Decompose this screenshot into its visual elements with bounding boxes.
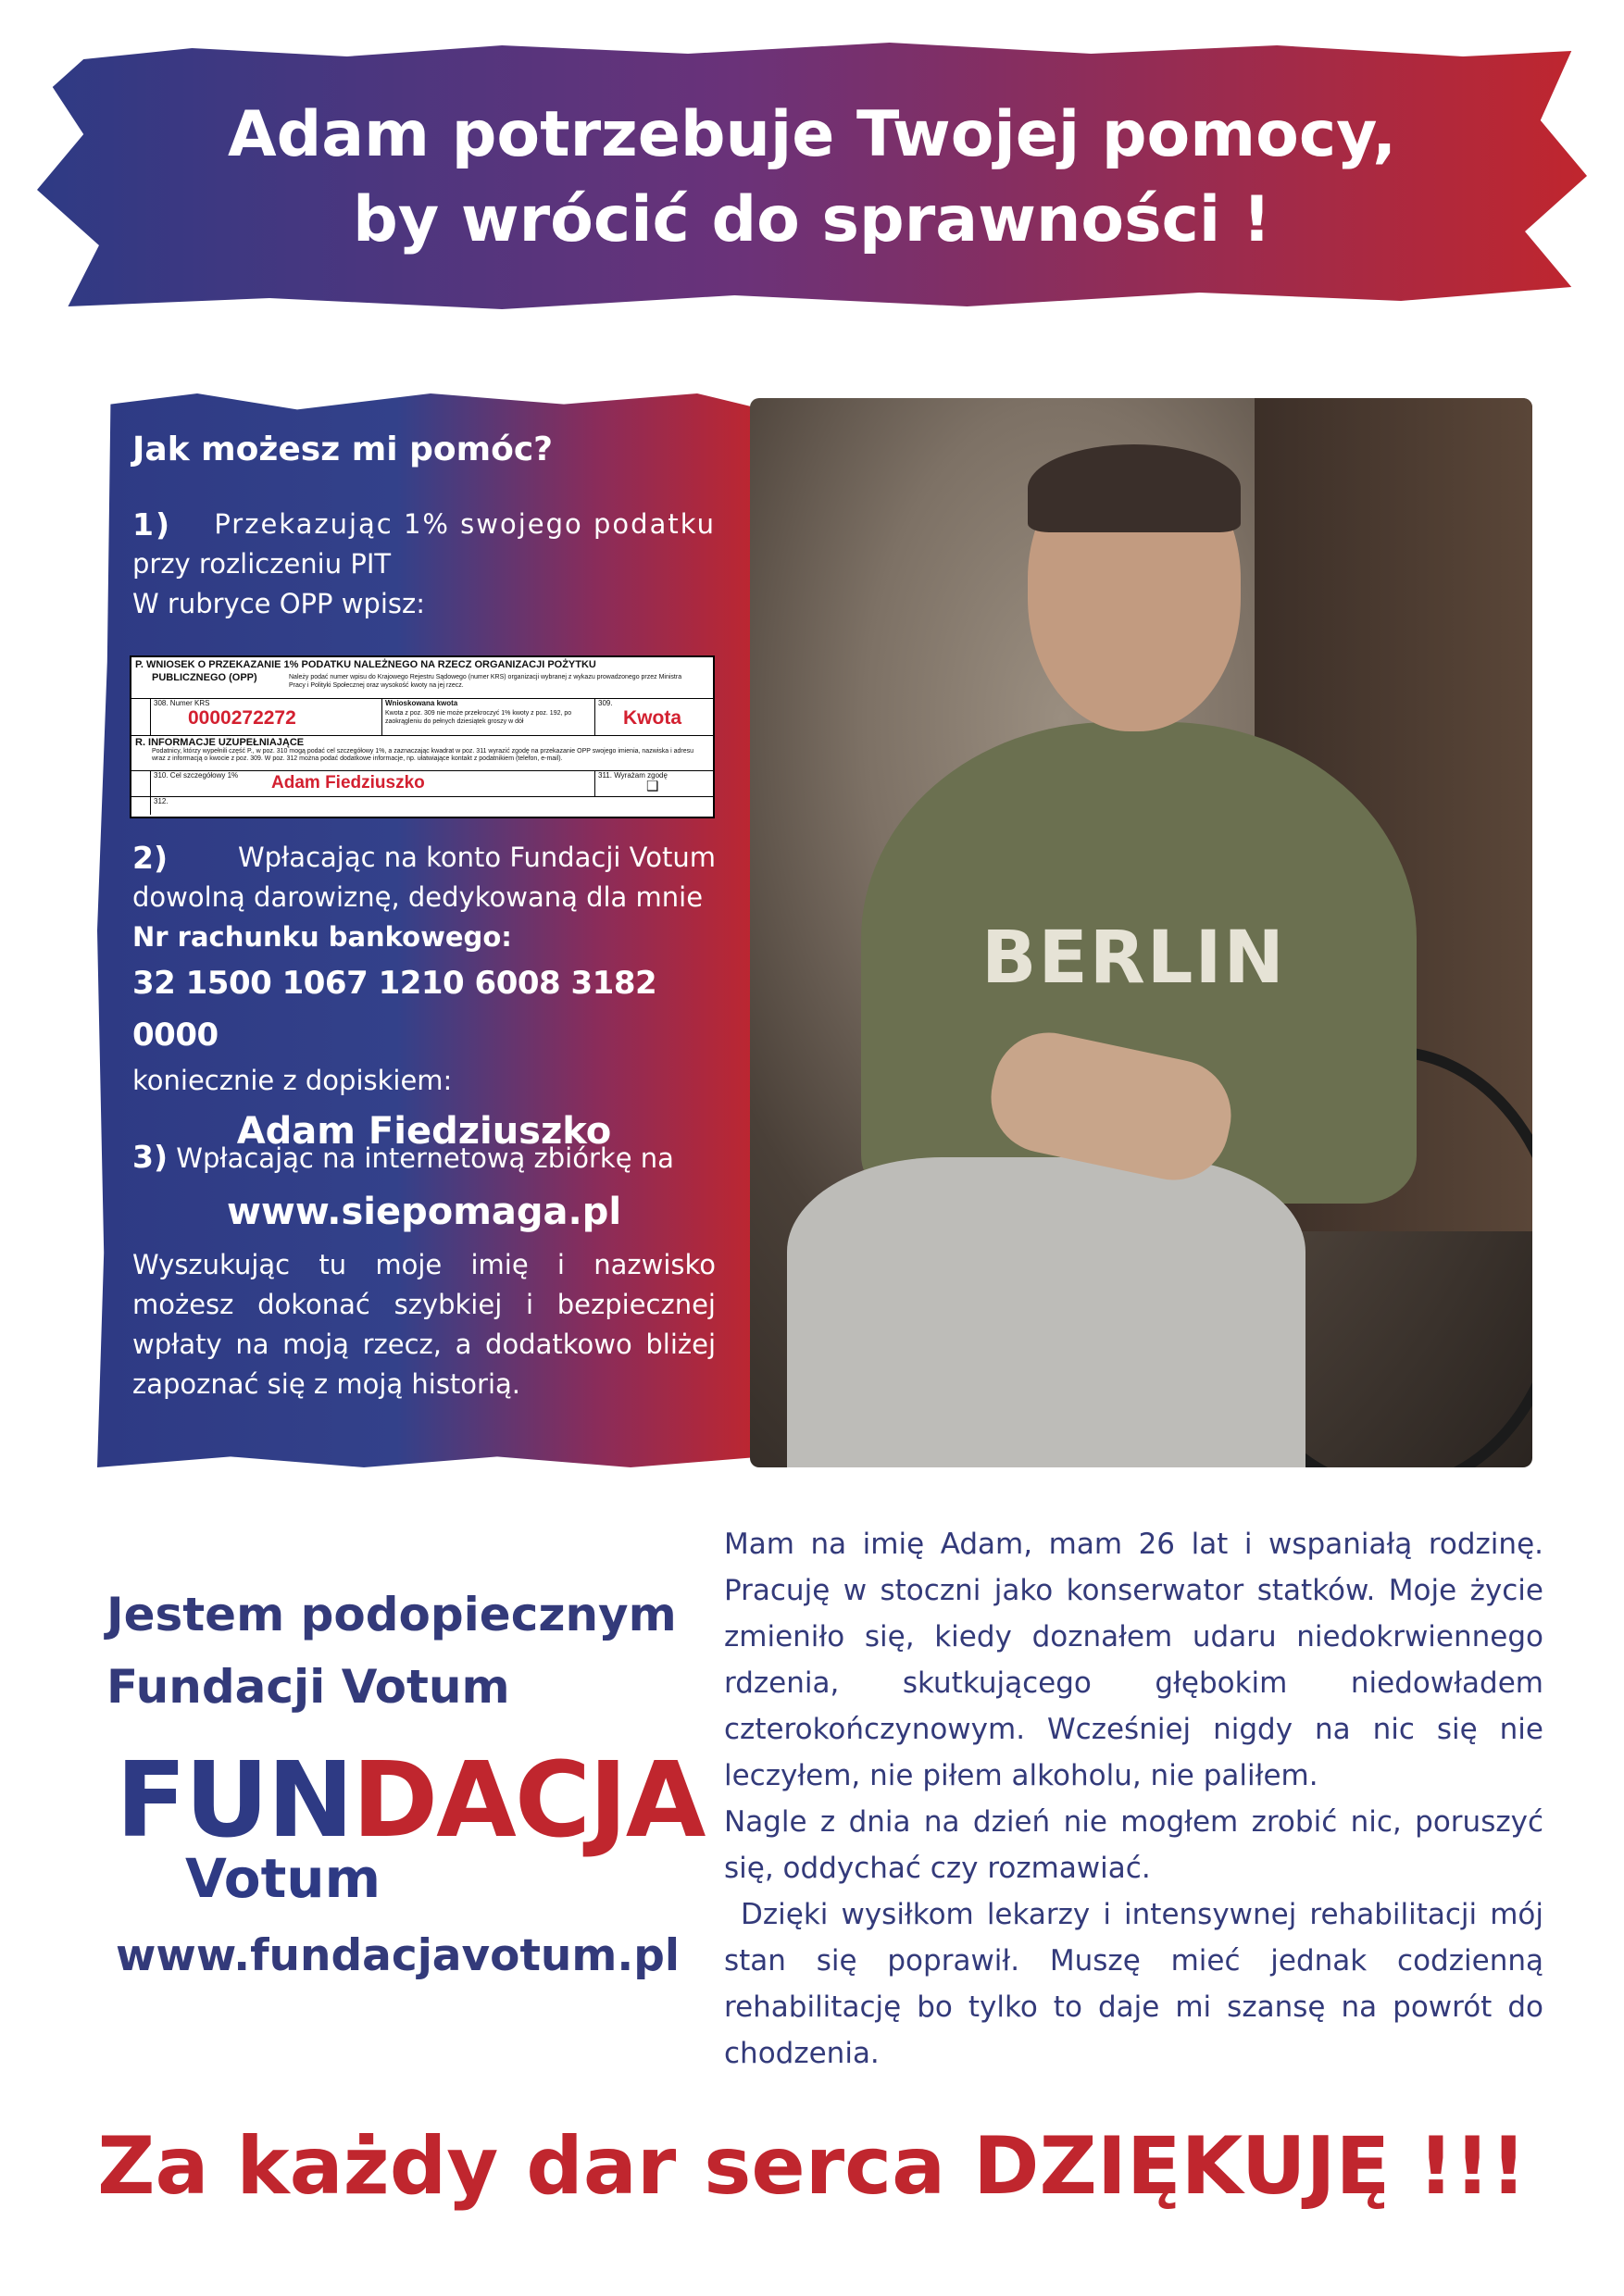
step-3-line-1: Wpłacając na internetową zbiórkę na xyxy=(176,1142,674,1174)
form-section-p: P. WNIOSEK O PRZEKAZANIE 1% PODATKU NALEŻNEGO NA RZECZ ORGANIZACJI POŻYTKU PUBLICZNEGO (OPP) Należy podać numer wpisu do Krajowego Rejestru Sądowego (numer KRS) organizacji wybranej z wykazu prowadzonego przez Ministra Pracy i Polityki Społecznej oraz wysokość kwoty na jej rzecz. xyxy=(131,657,713,699)
amount-value: Kwota xyxy=(623,707,681,729)
step-3 xyxy=(132,1137,716,1404)
title-line-1: Adam potrzebuje Twojej pomocy, xyxy=(227,98,1397,171)
form-row-extra: 312. xyxy=(150,796,714,815)
story-paragraph-3: Dzięki wysiłkom lekarzy i intensywnej rehabilitacji mój stan się poprawił. Muszę mieć jednak codzienną rehabilitację bo tylko to daje mi szansę na powrót do chodzenia. xyxy=(724,1898,1543,2070)
step-1-line-2: przy rozliczeniu PIT xyxy=(132,548,392,580)
story-paragraph-2: Nagle z dnia na dzień nie mogłem zrobić nic, poruszyć się, oddychać czy rozmawiać. xyxy=(724,1805,1543,1885)
form-section-r: R. INFORMACJE UZUPEŁNIAJĄCE Podatnicy, którzy wypełnili część P., w poz. 310 mogą podać cel szczegółowy 1%, a zaznaczając kwadrat w poz. 311 wyrazić zgodę na przekazanie OPP swojego imienia, nazwiska i adresu wraz z informacją o kwocie z poz. 309. W poz. 312 można podać dodatkowe informacje, np. ułatwiające kontakt z podatnikiem (telefon, e-mail). xyxy=(131,735,713,771)
form-row-goal: 310. Cel szczegółowy 1% Adam Fiedziuszko 311. Wyrażam zgodę ❑ xyxy=(131,770,713,797)
account-note: koniecznie z dopiskiem: xyxy=(132,1065,453,1096)
page-title xyxy=(37,93,1587,263)
fundacja-website-link[interactable]: www.fundacjavotum.pl xyxy=(116,1930,680,1981)
step-2-line-2: dowolną darowiznę, dedykowaną dla mnie xyxy=(132,881,704,913)
step-2-number: 2) xyxy=(132,840,169,876)
step-1 xyxy=(132,505,716,624)
step-1-number: 1) xyxy=(132,506,172,543)
adam-photo xyxy=(750,398,1532,1467)
account-label: Nr rachunku bankowego: xyxy=(132,921,512,953)
photo-hair xyxy=(1028,444,1241,532)
step-2 xyxy=(132,838,716,1162)
step-3-description: Wyszukując tu moje imię i nazwisko możesz dokonać szybkiej i bezpiecznej wpłaty na moją rzecz, a dodatkowo bliżej zapoznać się z moją historią. xyxy=(132,1249,716,1400)
fundacja-votum-logo xyxy=(116,1741,705,1861)
photo-legs xyxy=(787,1157,1305,1467)
step-2-line-1: Wpłacając na konto Fundacji Votum xyxy=(237,842,716,873)
pit-form-snippet xyxy=(130,655,715,818)
sponsor-line-2: Fundacji Votum xyxy=(106,1660,510,1714)
story-paragraph-1: Mam na imię Adam, mam 26 lat i wspaniałą rodzinę. Pracuję w stoczni jako konserwator statków. Moje życie zmieniło się, kiedy doznałem udaru niedokrwiennego rdzenia, skutkującego głębokim niedowładem czterokończynowym. Wcześniej nigdy na nic się nie leczyłem, nie piłem alkoholu, nie paliłem. xyxy=(724,1528,1543,1792)
form-row-krs: 308. Numer KRS 0000272272 Wnioskowana kwota Kwota z poz. 309 nie może przekroczyć 1% kwoty z poz. 192, po zaokrągleniu do pełnych dziesiątek groszy w dół 309. Kwota xyxy=(131,698,713,736)
shirt-print: BERLIN xyxy=(981,917,1286,1000)
logo-subtitle: Votum xyxy=(185,1847,381,1910)
step-1-line-1: Przekazując 1% swojego podatku xyxy=(214,508,716,540)
logo-part-2: DACJA xyxy=(352,1741,705,1861)
help-heading: Jak możesz mi pomóc? xyxy=(132,430,554,468)
step-3-number: 3) xyxy=(132,1139,169,1175)
title-line-2: by wrócić do sprawności ! xyxy=(353,183,1271,256)
sponsor-statement xyxy=(106,1578,681,1723)
account-number: 32 1500 1067 1210 6008 3182 0000 xyxy=(132,965,657,1054)
personal-story xyxy=(724,1521,1543,2077)
sponsor-line-1: Jestem podopiecznym xyxy=(106,1588,677,1641)
thank-you-footer: Za każdy dar serca DZIĘKUJĘ !!! xyxy=(97,2120,1527,2213)
goal-value: Adam Fiedziuszko xyxy=(271,773,425,792)
dedication-name: Adam Fiedziuszko xyxy=(236,1110,612,1153)
logo-part-1: FUN xyxy=(116,1741,353,1861)
krs-number: 0000272272 xyxy=(188,707,296,729)
consent-checkbox[interactable]: ❑ xyxy=(646,779,659,794)
step-1-line-3: W rubryce OPP wpisz: xyxy=(132,588,425,619)
siepomaga-link[interactable]: www.siepomaga.pl xyxy=(226,1191,622,1233)
